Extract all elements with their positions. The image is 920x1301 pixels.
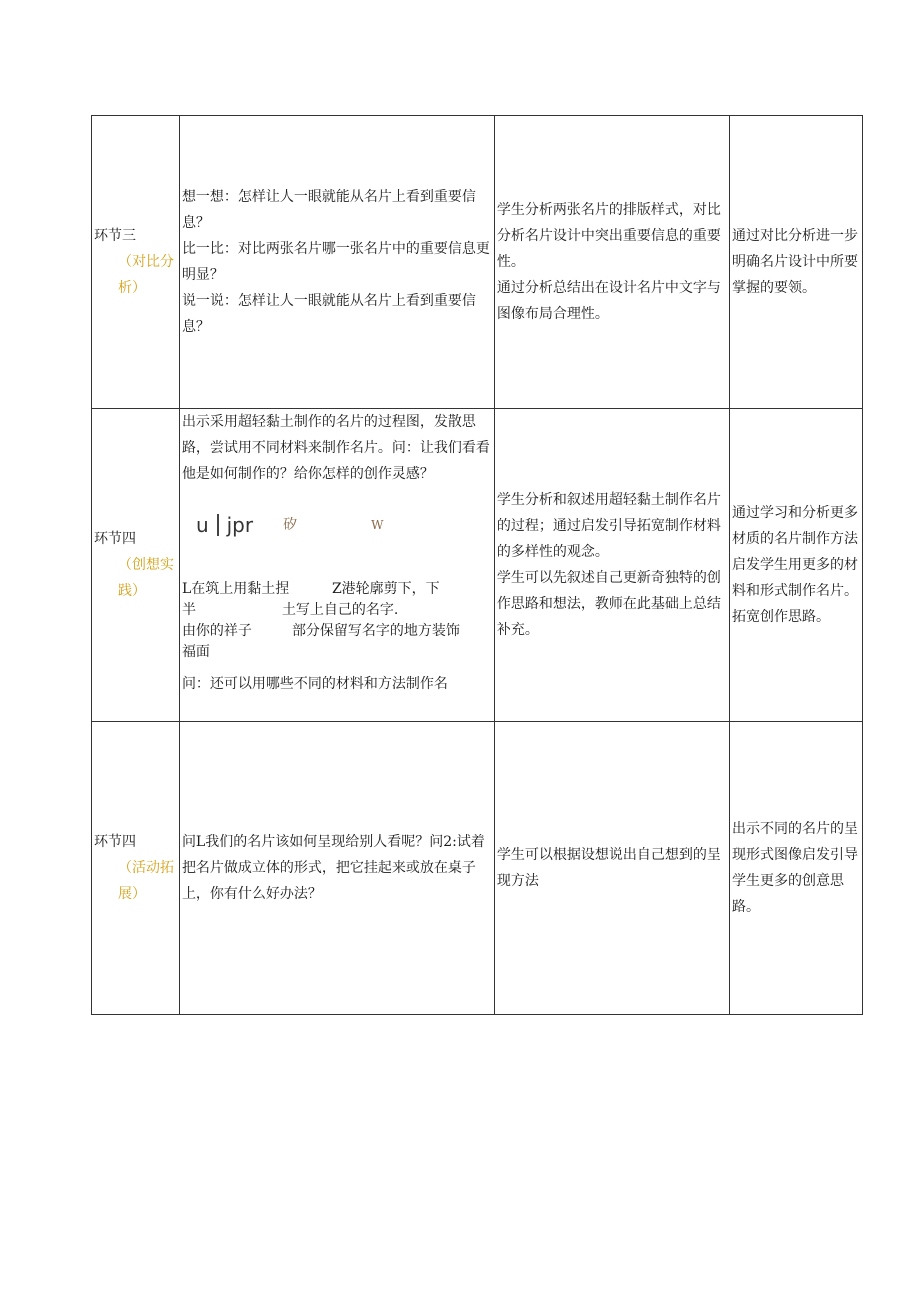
stage-name: 环节四 — [94, 834, 136, 850]
design-intent-text: 出示不同的名片的呈现形式图像启发引导学生更多的创意思路。 — [732, 821, 859, 915]
stage-cell — [92, 722, 180, 1015]
teacher-activity-cell — [179, 116, 494, 409]
step-text: 由你的祥子 — [181, 623, 252, 639]
image-ocr-text: u — [195, 513, 209, 537]
image-divider — [217, 514, 219, 536]
stage-subtitle: （活动拓展） — [118, 860, 174, 902]
table-row — [92, 722, 863, 1015]
image-ocr-text: W — [371, 518, 384, 532]
image-ocr-text: 矽 — [283, 517, 298, 533]
stage-subtitle: （对比分析） — [118, 254, 174, 296]
teacher-activity-cell — [179, 722, 494, 1015]
student-activity-cell — [494, 116, 729, 409]
teacher-activity-cell — [179, 409, 494, 722]
step-text: 半 — [181, 602, 196, 618]
table-row — [92, 116, 863, 409]
student-activity-text: 学生分析和叙述用超轻黏土制作名片的过程；通过启发引导拓宽制作材料的多样性的观念。 — [496, 492, 721, 560]
teacher-question-truncated: 问：还可以用哪些不同的材料和方法制作名 — [181, 676, 448, 692]
process-steps — [182, 579, 492, 663]
table-row — [92, 409, 863, 722]
stage-name: 环节四 — [94, 531, 136, 547]
student-activity-cell — [494, 409, 729, 722]
student-activity-text: 学生可以先叙述自己更新奇独特的创作思路和想法，教师在此基础上总结补充。 — [496, 570, 721, 638]
student-activity-text: 学生分析两张名片的排版样式，对比分析名片设计中突出重要信息的重要性。 — [496, 202, 721, 270]
step-line — [182, 621, 492, 642]
teacher-question: 想一想：怎样让人一眼就能从名片上看到重要信息？ — [181, 189, 476, 231]
student-activity-cell — [494, 722, 729, 1015]
step-text: L在筑上用黏土捏 — [181, 581, 290, 597]
step-line — [182, 579, 492, 600]
stage-cell — [92, 116, 180, 409]
process-image-strip — [196, 505, 492, 545]
teacher-question: 比一比：对比两张名片哪一张名片中的重要信息更明显？ — [181, 241, 490, 283]
lesson-plan-table — [91, 115, 863, 1015]
design-intent-text: 通过学习和分析更多材质的名片制作方法启发学生用更多的材料和形式制作名片。拓宽创作思路。 — [732, 505, 859, 625]
step-line — [182, 642, 492, 663]
image-ocr-text: jpr — [226, 513, 254, 537]
teacher-intro-text: 出示采用超轻黏土制作的名片的过程图，发散思路，尝试用不同材料来制作名片。问：让我们看看他是如何制作的？给你怎样的创作灵感？ — [181, 414, 490, 482]
student-activity-text: 学生可以根据设想说出自己想到的呈现方法 — [496, 847, 721, 889]
student-activity-text: 通过分析总结出在设计名片中文字与图像布局合理性。 — [496, 280, 721, 322]
stage-subtitle: （创想实践） — [118, 557, 174, 599]
teacher-question: 说一说：怎样让人一眼就能从名片上看到重要信息？ — [181, 293, 476, 335]
design-intent-cell — [730, 722, 863, 1015]
step-text: 福面 — [181, 644, 210, 660]
step-text: Z港轮廓剪下，下 — [331, 581, 440, 597]
step-text: 部分保留写名字的地方装饰 — [291, 623, 460, 639]
stage-name: 环节三 — [94, 228, 136, 244]
step-text: 土写上自己的名字. — [281, 602, 399, 618]
design-intent-text: 通过对比分析进一步明确名片设计中所要掌握的要领。 — [732, 228, 859, 296]
step-line — [182, 600, 492, 621]
teacher-question: 问L我们的名片该如何呈现给别人看呢？问2:试着把名片做成立体的形式，把它挂起来或放在桌子上，你有什么好办法？ — [181, 834, 485, 902]
design-intent-cell — [730, 409, 863, 722]
stage-cell — [92, 409, 180, 722]
design-intent-cell — [730, 116, 863, 409]
